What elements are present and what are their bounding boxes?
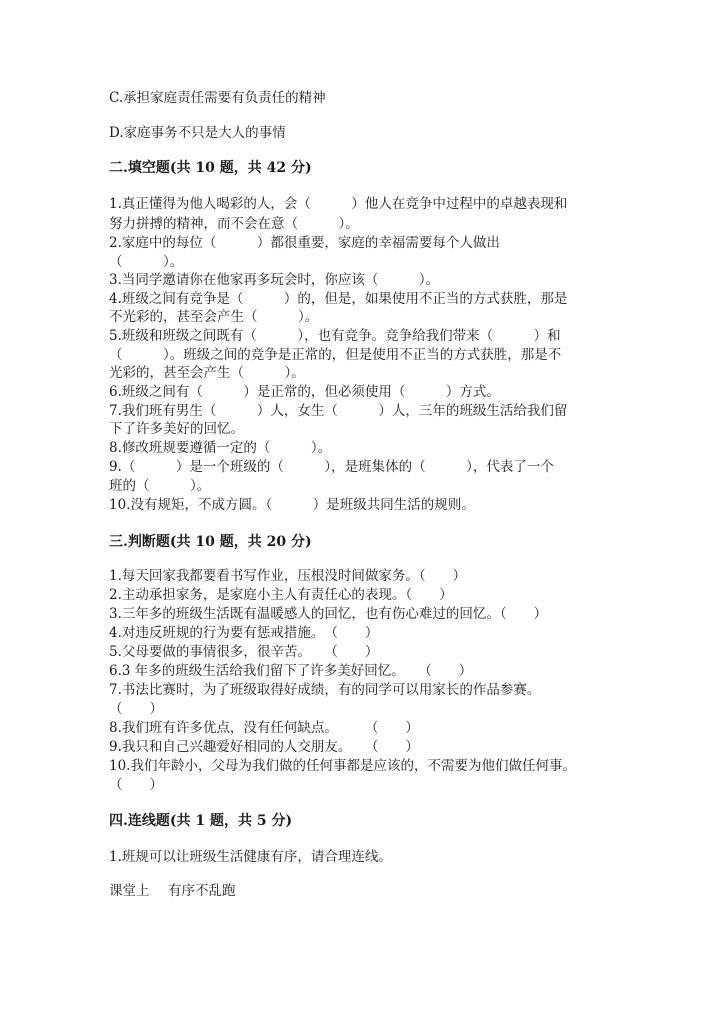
- option-d: D.家庭事务不只是大人的事情: [109, 125, 286, 141]
- section2-heading: 二.填空题(共 10 题，共 42 分): [109, 160, 312, 176]
- fill-line: 3.当同学邀请你在他家再多玩会时，你应该（ ）。: [109, 272, 440, 288]
- fill-line: 5.班级和班级之间既有（ ），也有竞争。竞争给我们带来（ ）和: [109, 328, 561, 344]
- fill-line: 7.我们班有男生（ ）人，女生（ ）人，三年的班级生活给我们留: [109, 403, 568, 419]
- fill-line: 1.真正懂得为他人喝彩的人，会（ ）他人在竞争中过程中的卓越表现和: [109, 196, 568, 212]
- fill-line: 光彩的，甚至会产生（ ）。: [109, 365, 305, 381]
- judge-line: 7.书法比赛时，为了班级取得好成绩，有的同学可以用家长的作品参赛。: [109, 682, 541, 698]
- fill-line: （ ）。: [109, 254, 184, 270]
- section4-heading: 四.连线题(共 1 题，共 5 分): [109, 813, 293, 829]
- fill-line: 4.班级之间有竞争是（ ）的，但是，如果使用不正当的方式获胜，那是: [109, 291, 568, 307]
- fill-line: 2.家庭中的每位（ ）都很重要，家庭的幸福需要每个人做出: [109, 235, 500, 251]
- fill-line: 10.没有规矩，不成方圆。（ ）是班级共同生活的规则。: [109, 497, 475, 513]
- judge-line: 6.3 年多的班级生活给我们留下了许多美好回忆。 （ ）: [109, 663, 473, 679]
- fill-line: 6.班级之间有（ ）是正常的，但必须使用（ ）方式。: [109, 384, 500, 400]
- fill-line: 9.（ ）是一个班级的（ ），是班集体的（ ），代表了一个: [109, 459, 554, 475]
- matching-item-right: 有序不乱跑: [168, 883, 236, 899]
- option-c: C.承担家庭责任需要有负责任的精神: [109, 90, 326, 106]
- judge-line: 9.我只和自己兴趣爱好相同的人交朋友。 （ ）: [109, 739, 419, 755]
- judge-line: 3.三年多的班级生活既有温暖感人的回忆，也有伤心难过的回忆。（ ）: [109, 606, 548, 622]
- fill-line: （ ）。班级之间的竞争是正常的，但是使用不正当的方式获胜，那是不: [109, 347, 562, 363]
- fill-line: 8.修改班规要遵循一定的（ ）。: [109, 440, 332, 456]
- fill-line: 下了许多美好的回忆。: [109, 421, 244, 437]
- matching-item-left: 课堂上: [109, 883, 150, 899]
- section3-heading: 三.判断题(共 10 题，共 20 分): [109, 534, 312, 550]
- fill-line: 努力拼搏的精神，而不会在意（ ）。: [109, 216, 359, 232]
- judge-line: 10.我们年龄小，父母为我们做的任何事都是应该的，不需要为他们做任何事。: [109, 758, 576, 774]
- judge-line: 1.每天回家我都要看书写作业，压根没时间做家务。（ ）: [109, 568, 467, 584]
- judge-line: 4.对违反班规的行为要有惩戒措施。 （ ）: [109, 625, 379, 641]
- judge-line: （ ）: [109, 701, 163, 717]
- fill-line: 不光彩的，甚至会产生（ ）。: [109, 309, 319, 325]
- judge-line: 5.父母要做的事情很多，很辛苦。 （ ）: [109, 644, 379, 660]
- judge-line: 2.主动承担家务，是家庭小主人有责任心的表现。（ ）: [109, 587, 453, 603]
- fill-line: 班的（ ）。: [109, 478, 211, 494]
- matching-question: 1.班规可以让班级生活健康有序，请合理连线。: [109, 849, 392, 865]
- judge-line: （ ）: [109, 777, 163, 793]
- judge-line: 8.我们班有许多优点，没有任何缺点。 （ ）: [109, 720, 419, 736]
